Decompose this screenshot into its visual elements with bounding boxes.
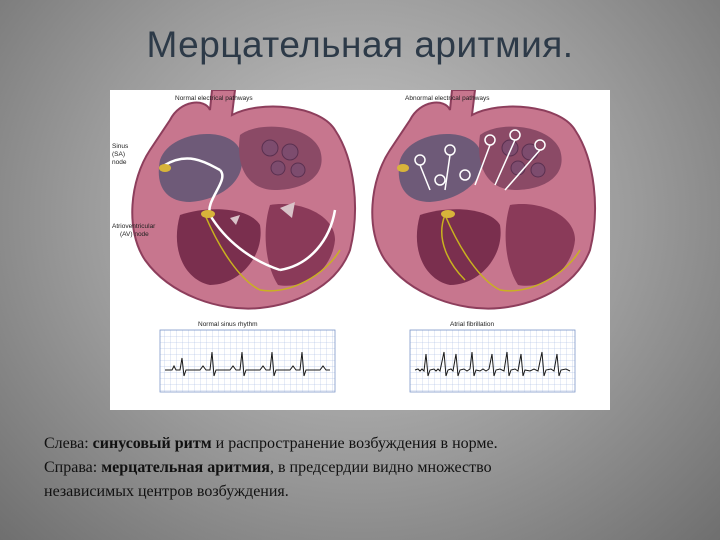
av-node bbox=[201, 210, 215, 218]
caption-line-1 bbox=[44, 432, 684, 456]
sa-label-3: node bbox=[112, 159, 127, 166]
caption-1-suffix: и распространение возбуждения в норме. bbox=[211, 435, 498, 452]
caption-1-prefix: Слева: bbox=[44, 435, 93, 452]
av-label-2: (AV) node bbox=[120, 231, 149, 238]
caption-line-3: независимых центров возбуждения. bbox=[44, 483, 289, 500]
caption-1-bold: синусовый ритм bbox=[92, 435, 212, 452]
caption-2-suffix: , в предсердии видно множество bbox=[269, 459, 492, 476]
sa-label-2: (SA) bbox=[112, 151, 125, 158]
heart-outer-wall-2 bbox=[372, 90, 595, 309]
fibrillating-heart bbox=[372, 90, 595, 309]
caption-line-2 bbox=[44, 456, 684, 480]
av-node-2 bbox=[441, 210, 455, 218]
caption-2-prefix: Справа: bbox=[44, 459, 102, 476]
heart-illustration bbox=[110, 90, 610, 410]
sa-node bbox=[159, 164, 171, 172]
normal-heart bbox=[112, 90, 355, 309]
sa-node-2 bbox=[397, 164, 409, 172]
slide-title: Мерцательная аритмия. bbox=[146, 24, 574, 65]
av-label-1: Atrioventricular bbox=[112, 223, 156, 230]
left-heading: Normal electrical pathways bbox=[175, 95, 253, 102]
sa-label-1: Sinus bbox=[112, 143, 129, 150]
ecg-af-label: Atrial fibrillation bbox=[450, 321, 495, 328]
caption-2-bold: мерцательная аритмия bbox=[101, 459, 270, 476]
heart-diagram-svg bbox=[110, 90, 610, 410]
ecg-fibrillation bbox=[410, 321, 575, 392]
heart-outer-wall bbox=[132, 90, 355, 309]
right-heading: Abnormal electrical pathways bbox=[405, 95, 490, 102]
ecg-normal bbox=[160, 321, 335, 392]
slide-caption bbox=[44, 432, 684, 504]
ecg-normal-label: Normal sinus rhythm bbox=[198, 321, 258, 328]
